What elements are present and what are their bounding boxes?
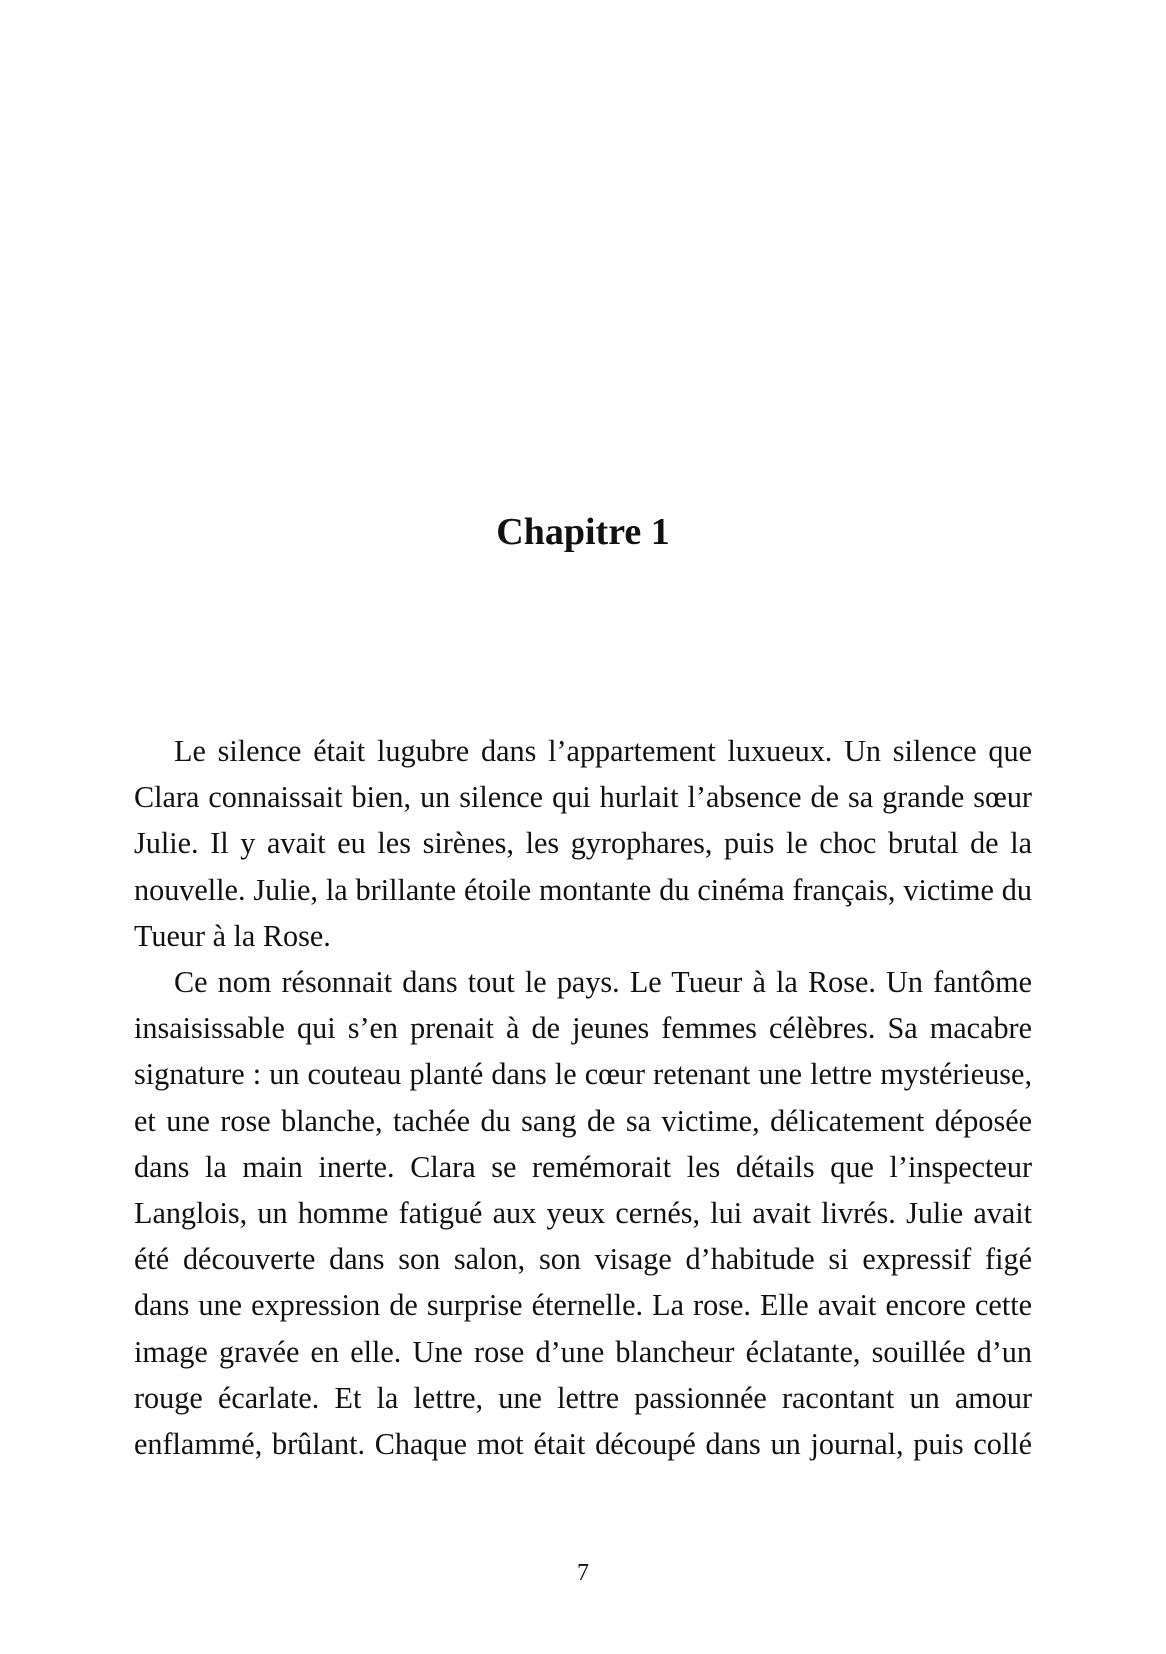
- paragraph: Le silence était lugubre dans l’appartement luxueux. Un silence que Clara connaissait bien, un silence qui hurlait l’absence de sa grande sœur Julie. Il y avait eu les sirènes, les gyrophares, puis le choc brutal de la nouvelle. Julie, la brillante étoile montante du cinéma français, victime du Tueur à la Rose.: [134, 734, 1032, 953]
- chapter-title: Chapitre 1: [496, 511, 670, 553]
- paragraph: Ce nom résonnait dans tout le pays. Le Tueur à la Rose. Un fantôme insaisissable qui s’en prenait à de jeunes femmes célèbres. Sa macabre signature : un couteau planté dans le cœur retenant une lettre mystérieuse, et une rose blanche, tachée du sang de sa victime, délicatement déposée dans la main inerte. Clara se remémorait les détails que l’inspecteur Langlois, un homme fatigué aux yeux cernés, lui avait livrés. Julie avait été découverte dans son salon, son visage d’habitude si expressif figé dans une expression de surprise éternelle. La rose. Elle avait encore cette image gravée en elle. Une rose d’une blancheur éclatante, souillée d’un rouge écarlate. Et la lettre, une lettre passionnée racontant un amour enflammé, brûlant. Chaque mot était découpé dans un journal, puis collé: [134, 965, 1032, 1462]
- page-number: 7: [577, 1560, 589, 1586]
- chapter-body: [134, 728, 1032, 1467]
